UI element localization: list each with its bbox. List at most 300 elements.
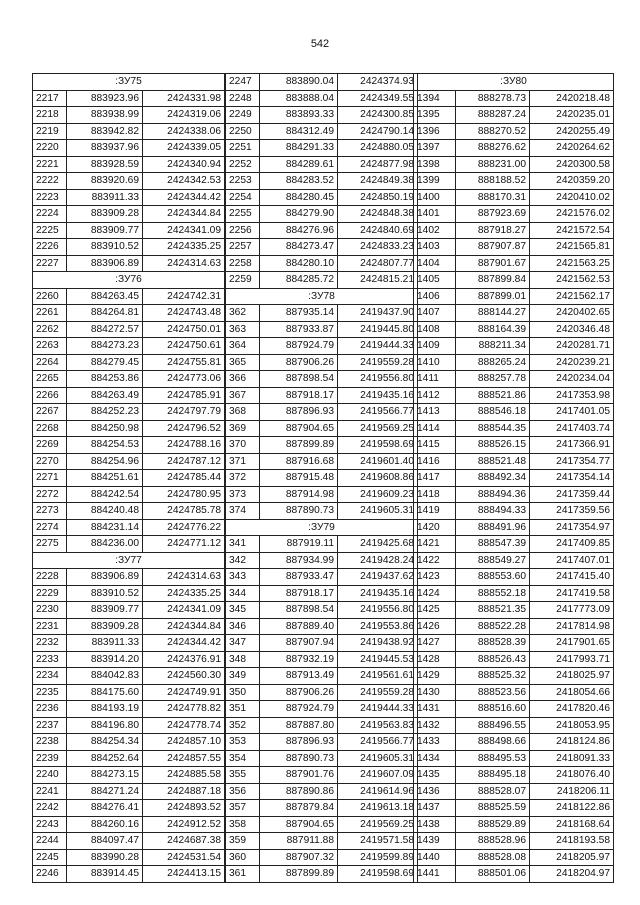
table-row: [226, 206, 418, 223]
x-coordinate: 884251.61: [67, 470, 143, 487]
x-coordinate: 884253.86: [67, 371, 143, 388]
x-coordinate: 884291.33: [260, 140, 338, 157]
x-coordinate: 884250.98: [67, 420, 143, 437]
y-coordinate: 2419559.28: [338, 684, 418, 701]
table-row: [33, 206, 225, 223]
y-coordinate: 2419425.68: [338, 536, 418, 553]
point-number: 2272: [33, 486, 67, 503]
point-number: 1436: [414, 783, 456, 800]
y-coordinate: 2421576.02: [530, 206, 614, 223]
y-coordinate: 2424331.98: [143, 90, 225, 107]
x-coordinate: 888270.52: [456, 123, 530, 140]
y-coordinate: 2424413.15: [143, 866, 225, 883]
point-number: 2229: [33, 585, 67, 602]
point-number: 2217: [33, 90, 67, 107]
y-coordinate: 2424848.38: [338, 206, 418, 223]
x-coordinate: 888495.53: [456, 750, 530, 767]
point-number: 349: [226, 668, 260, 685]
y-coordinate: 2424341.09: [143, 222, 225, 239]
y-coordinate: 2417354.14: [530, 470, 614, 487]
table-row: [226, 453, 418, 470]
point-number: 2218: [33, 107, 67, 124]
point-number: 1423: [414, 569, 456, 586]
x-coordinate: 884279.45: [67, 354, 143, 371]
y-coordinate: 2419556.80: [338, 602, 418, 619]
x-coordinate: 887907.32: [260, 849, 338, 866]
table-row: [226, 849, 418, 866]
y-coordinate: 2419561.61: [338, 668, 418, 685]
y-coordinate: 2417407.01: [530, 552, 614, 569]
y-coordinate: 2424687.38: [143, 833, 225, 850]
table-row: [226, 305, 418, 322]
table-row: [226, 800, 418, 817]
table-row: [226, 569, 418, 586]
x-coordinate: 887924.79: [260, 338, 338, 355]
y-coordinate: 2418122.86: [530, 800, 614, 817]
x-coordinate: 887911.88: [260, 833, 338, 850]
point-number: 1419: [414, 503, 456, 520]
x-coordinate: 884231.14: [67, 519, 143, 536]
y-coordinate: 2418025.97: [530, 668, 614, 685]
x-coordinate: 883914.20: [67, 651, 143, 668]
point-number: 2267: [33, 404, 67, 421]
point-number: 2231: [33, 618, 67, 635]
point-number: 1405: [414, 272, 456, 289]
x-coordinate: 888544.35: [456, 420, 530, 437]
point-number: 370: [226, 437, 260, 454]
point-number: 2244: [33, 833, 67, 850]
x-coordinate: 883942.82: [67, 123, 143, 140]
x-coordinate: 887887.80: [260, 717, 338, 734]
y-coordinate: 2419566.77: [338, 734, 418, 751]
y-coordinate: 2424780.95: [143, 486, 225, 503]
table-row: [33, 668, 225, 685]
point-number: 1432: [414, 717, 456, 734]
x-coordinate: 887898.54: [260, 371, 338, 388]
point-number: 2262: [33, 321, 67, 338]
table-row: [226, 602, 418, 619]
x-coordinate: 884273.15: [67, 767, 143, 784]
y-coordinate: 2424300.85: [338, 107, 418, 124]
table-row: [226, 107, 418, 124]
point-number: 373: [226, 486, 260, 503]
x-coordinate: 883910.52: [67, 239, 143, 256]
y-coordinate: 2424857.10: [143, 734, 225, 751]
x-coordinate: 887890.86: [260, 783, 338, 800]
table-row: [414, 750, 614, 767]
y-coordinate: 2424342.53: [143, 173, 225, 190]
point-number: 2265: [33, 371, 67, 388]
table-row: [414, 536, 614, 553]
point-number: 1394: [414, 90, 456, 107]
y-coordinate: 2417354.97: [530, 519, 614, 536]
table-row: [226, 552, 418, 569]
y-coordinate: 2418206.11: [530, 783, 614, 800]
point-number: 2228: [33, 569, 67, 586]
y-coordinate: 2419599.89: [338, 849, 418, 866]
y-coordinate: 2424374.93: [338, 74, 418, 91]
point-number: 1403: [414, 239, 456, 256]
y-coordinate: 2424788.16: [143, 437, 225, 454]
table-row: [414, 602, 614, 619]
y-coordinate: 2424749.91: [143, 684, 225, 701]
x-coordinate: 884260.16: [67, 816, 143, 833]
point-number: 2223: [33, 189, 67, 206]
table-row: [226, 767, 418, 784]
point-number: 345: [226, 602, 260, 619]
x-coordinate: 888231.00: [456, 156, 530, 173]
point-number: 2249: [226, 107, 260, 124]
point-number: 2239: [33, 750, 67, 767]
table-row: [226, 173, 418, 190]
table-row: [226, 503, 418, 520]
y-coordinate: 2418091.33: [530, 750, 614, 767]
table-row: [33, 156, 225, 173]
y-coordinate: 2419601.40: [338, 453, 418, 470]
y-coordinate: 2424531.54: [143, 849, 225, 866]
point-number: 2269: [33, 437, 67, 454]
point-number: 1425: [414, 602, 456, 619]
table-row: [33, 90, 225, 107]
table-row: [226, 437, 418, 454]
table-row: [33, 701, 225, 718]
table-row: [226, 189, 418, 206]
y-coordinate: 2424857.55: [143, 750, 225, 767]
table-row: [414, 288, 614, 305]
point-number: 1408: [414, 321, 456, 338]
y-coordinate: 2419435.16: [338, 387, 418, 404]
y-coordinate: 2417401.05: [530, 404, 614, 421]
point-number: 355: [226, 767, 260, 784]
table-row: [226, 833, 418, 850]
point-number: 1410: [414, 354, 456, 371]
section-header-row: [33, 272, 225, 289]
point-number: 2255: [226, 206, 260, 223]
x-coordinate: 883911.33: [67, 635, 143, 652]
point-number: 368: [226, 404, 260, 421]
y-coordinate: 2419556.80: [338, 371, 418, 388]
table-row: [33, 371, 225, 388]
table-row: [33, 585, 225, 602]
y-coordinate: 2424349.55: [338, 90, 418, 107]
table-row: [33, 470, 225, 487]
coordinates-table-1: [32, 73, 225, 883]
x-coordinate: 884240.48: [67, 503, 143, 520]
table-row: [226, 717, 418, 734]
y-coordinate: 2424776.22: [143, 519, 225, 536]
y-coordinate: 2424344.84: [143, 206, 225, 223]
x-coordinate: 887906.26: [260, 354, 338, 371]
y-coordinate: 2419559.28: [338, 354, 418, 371]
point-number: 2241: [33, 783, 67, 800]
y-coordinate: 2417415.40: [530, 569, 614, 586]
x-coordinate: 888546.18: [456, 404, 530, 421]
point-number: 1437: [414, 800, 456, 817]
x-coordinate: 887890.73: [260, 750, 338, 767]
table-row: [414, 701, 614, 718]
x-coordinate: 883920.69: [67, 173, 143, 190]
x-coordinate: 888495.18: [456, 767, 530, 784]
x-coordinate: 884193.19: [67, 701, 143, 718]
y-coordinate: 2419563.83: [338, 717, 418, 734]
table-row: [414, 404, 614, 421]
point-number: 1440: [414, 849, 456, 866]
x-coordinate: 884196.80: [67, 717, 143, 734]
table-row: [33, 255, 225, 272]
table-row: [33, 717, 225, 734]
y-coordinate: 2419444.33: [338, 338, 418, 355]
point-number: 366: [226, 371, 260, 388]
y-coordinate: 2421572.54: [530, 222, 614, 239]
point-number: 2240: [33, 767, 67, 784]
y-coordinate: 2419553.86: [338, 618, 418, 635]
x-coordinate: 888553.60: [456, 569, 530, 586]
x-coordinate: 888496.55: [456, 717, 530, 734]
x-coordinate: 884273.47: [260, 239, 338, 256]
table-row: [414, 453, 614, 470]
x-coordinate: 884279.90: [260, 206, 338, 223]
y-coordinate: 2424314.63: [143, 569, 225, 586]
x-coordinate: 887907.94: [260, 635, 338, 652]
point-number: 1438: [414, 816, 456, 833]
x-coordinate: 884289.61: [260, 156, 338, 173]
table-row: [226, 123, 418, 140]
table-row: [226, 338, 418, 355]
y-coordinate: 2418124.86: [530, 734, 614, 751]
table-row: [226, 272, 418, 289]
section-title: :ЗУ76: [33, 272, 225, 289]
point-number: 2254: [226, 189, 260, 206]
y-coordinate: 2424785.44: [143, 470, 225, 487]
y-coordinate: 2417366.91: [530, 437, 614, 454]
x-coordinate: 884236.00: [67, 536, 143, 553]
point-number: 360: [226, 849, 260, 866]
x-coordinate: 883909.28: [67, 206, 143, 223]
x-coordinate: 883888.04: [260, 90, 338, 107]
table-row: [33, 354, 225, 371]
x-coordinate: 883906.89: [67, 569, 143, 586]
x-coordinate: 887907.87: [456, 239, 530, 256]
table-row: [226, 74, 418, 91]
x-coordinate: 887899.89: [260, 866, 338, 883]
y-coordinate: 2424750.61: [143, 338, 225, 355]
table-row: [414, 255, 614, 272]
x-coordinate: 888188.52: [456, 173, 530, 190]
y-coordinate: 2417814.98: [530, 618, 614, 635]
point-number: 2275: [33, 536, 67, 553]
table-row: [414, 338, 614, 355]
y-coordinate: 2424339.05: [143, 140, 225, 157]
point-number: 347: [226, 635, 260, 652]
y-coordinate: 2419607.09: [338, 767, 418, 784]
point-number: 2235: [33, 684, 67, 701]
table-row: [33, 503, 225, 520]
table-row: [414, 156, 614, 173]
x-coordinate: 887934.99: [260, 552, 338, 569]
x-coordinate: 883937.96: [67, 140, 143, 157]
table-row: [226, 321, 418, 338]
table-row: [33, 420, 225, 437]
x-coordinate: 888170.31: [456, 189, 530, 206]
table-row: [414, 321, 614, 338]
table-row: [226, 156, 418, 173]
y-coordinate: 2417359.56: [530, 503, 614, 520]
table-row: [414, 734, 614, 751]
x-coordinate: 884097.47: [67, 833, 143, 850]
x-coordinate: 887914.98: [260, 486, 338, 503]
y-coordinate: 2419438.92: [338, 635, 418, 652]
table-row: [226, 404, 418, 421]
x-coordinate: 887896.93: [260, 734, 338, 751]
table-row: [33, 107, 225, 124]
table-row: [414, 437, 614, 454]
point-number: 1429: [414, 668, 456, 685]
y-coordinate: 2417359.44: [530, 486, 614, 503]
x-coordinate: 884252.23: [67, 404, 143, 421]
x-coordinate: 883914.45: [67, 866, 143, 883]
point-number: 1427: [414, 635, 456, 652]
point-number: 2225: [33, 222, 67, 239]
point-number: 1414: [414, 420, 456, 437]
y-coordinate: 2418168.64: [530, 816, 614, 833]
table-row: [414, 618, 614, 635]
y-coordinate: 2424807.77: [338, 255, 418, 272]
x-coordinate: 887879.84: [260, 800, 338, 817]
y-coordinate: 2418193.58: [530, 833, 614, 850]
table-row: [414, 552, 614, 569]
point-number: 1417: [414, 470, 456, 487]
x-coordinate: 888491.96: [456, 519, 530, 536]
x-coordinate: 883990.28: [67, 849, 143, 866]
x-coordinate: 887906.26: [260, 684, 338, 701]
y-coordinate: 2424849.38: [338, 173, 418, 190]
table-row: [33, 635, 225, 652]
y-coordinate: 2424344.84: [143, 618, 225, 635]
y-coordinate: 2419598.69: [338, 866, 418, 883]
y-coordinate: 2419598.69: [338, 437, 418, 454]
table-row: [226, 816, 418, 833]
x-coordinate: 888528.39: [456, 635, 530, 652]
y-coordinate: 2417820.46: [530, 701, 614, 718]
table-row: [33, 189, 225, 206]
x-coordinate: 887933.47: [260, 569, 338, 586]
coordinates-table-2: [225, 73, 418, 883]
y-coordinate: 2424338.06: [143, 123, 225, 140]
table-row: [33, 536, 225, 553]
x-coordinate: 887913.49: [260, 668, 338, 685]
point-number: 359: [226, 833, 260, 850]
table-row: [414, 123, 614, 140]
y-coordinate: 2419569.25: [338, 420, 418, 437]
table-row: [226, 635, 418, 652]
x-coordinate: 888522.28: [456, 618, 530, 635]
y-coordinate: 2419614.96: [338, 783, 418, 800]
y-coordinate: 2419605.31: [338, 503, 418, 520]
table-row: [226, 618, 418, 635]
x-coordinate: 884263.49: [67, 387, 143, 404]
table-row: [33, 453, 225, 470]
section-header-row: [226, 519, 418, 536]
x-coordinate: 884175.60: [67, 684, 143, 701]
y-coordinate: 2424815.21: [338, 272, 418, 289]
section-title: :ЗУ75: [33, 74, 225, 91]
x-coordinate: 884263.45: [67, 288, 143, 305]
point-number: 363: [226, 321, 260, 338]
y-coordinate: 2424833.23: [338, 239, 418, 256]
table-row: [33, 288, 225, 305]
x-coordinate: 884276.96: [260, 222, 338, 239]
table-row: [414, 486, 614, 503]
y-coordinate: 2417901.65: [530, 635, 614, 652]
y-coordinate: 2419608.86: [338, 470, 418, 487]
point-number: 2247: [226, 74, 260, 91]
point-number: 1426: [414, 618, 456, 635]
y-coordinate: 2420234.04: [530, 371, 614, 388]
x-coordinate: 884042.83: [67, 668, 143, 685]
section-header-row: [33, 74, 225, 91]
table-row: [226, 783, 418, 800]
section-title: :ЗУ79: [226, 519, 418, 536]
y-coordinate: 2420218.48: [530, 90, 614, 107]
table-row: [226, 239, 418, 256]
x-coordinate: 884285.72: [260, 272, 338, 289]
point-number: 1400: [414, 189, 456, 206]
y-coordinate: 2424840.69: [338, 222, 418, 239]
x-coordinate: 887918.17: [260, 585, 338, 602]
x-coordinate: 884280.45: [260, 189, 338, 206]
point-number: 369: [226, 420, 260, 437]
point-number: 2222: [33, 173, 67, 190]
point-number: 354: [226, 750, 260, 767]
x-coordinate: 888257.78: [456, 371, 530, 388]
point-number: 1418: [414, 486, 456, 503]
point-number: 356: [226, 783, 260, 800]
y-coordinate: 2424319.06: [143, 107, 225, 124]
point-number: 1420: [414, 519, 456, 536]
x-coordinate: 884271.24: [67, 783, 143, 800]
point-number: 2273: [33, 503, 67, 520]
y-coordinate: 2424335.25: [143, 239, 225, 256]
x-coordinate: 884280.10: [260, 255, 338, 272]
table-row: [226, 536, 418, 553]
x-coordinate: 888525.59: [456, 800, 530, 817]
table-row: [414, 833, 614, 850]
x-coordinate: 884272.57: [67, 321, 143, 338]
section-title: :ЗУ78: [226, 288, 418, 305]
section-header-row: [414, 74, 614, 91]
y-coordinate: 2418053.95: [530, 717, 614, 734]
table-row: [33, 123, 225, 140]
table-row: [33, 404, 225, 421]
table-row: [33, 305, 225, 322]
point-number: 1398: [414, 156, 456, 173]
point-number: 1399: [414, 173, 456, 190]
point-number: 372: [226, 470, 260, 487]
y-coordinate: 2424787.12: [143, 453, 225, 470]
y-coordinate: 2420410.02: [530, 189, 614, 206]
point-number: 1402: [414, 222, 456, 239]
table-row: [226, 387, 418, 404]
point-number: 350: [226, 684, 260, 701]
point-number: 2266: [33, 387, 67, 404]
x-coordinate: 888492.34: [456, 470, 530, 487]
point-number: 361: [226, 866, 260, 883]
table-row: [33, 437, 225, 454]
x-coordinate: 888494.36: [456, 486, 530, 503]
y-coordinate: 2424314.63: [143, 255, 225, 272]
x-coordinate: 888516.60: [456, 701, 530, 718]
point-number: 2226: [33, 239, 67, 256]
